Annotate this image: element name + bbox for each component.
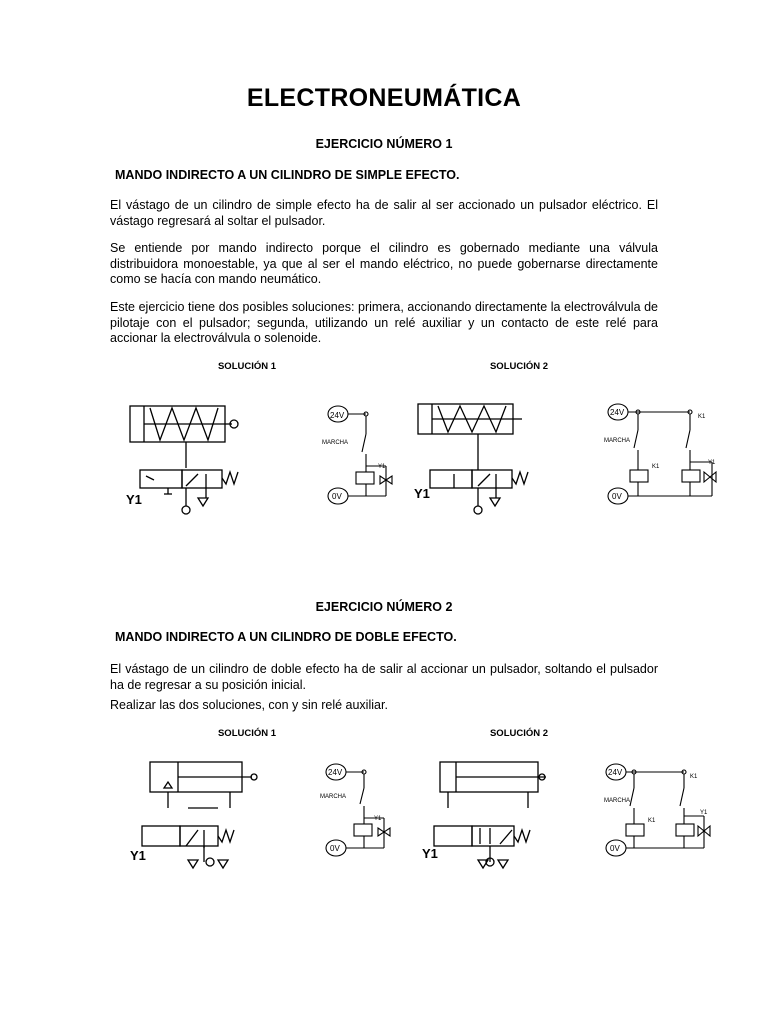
k1-coil-label: K1: [652, 464, 660, 470]
k1-contact-label: K1: [698, 414, 706, 420]
y1-label: Y1: [126, 492, 142, 507]
y1-coil-label-4: Y1: [700, 810, 708, 816]
exercise-2-solution-2-label: SOLUCIÓN 2: [489, 728, 549, 739]
ex2-sol1-pneumatic-diagram: [128, 758, 258, 883]
page-title: ELECTRONEUMÁTICA: [246, 84, 522, 112]
ex1-sol2-pneumatic-diagram: [410, 398, 535, 523]
k1-coil-label-2: K1: [648, 818, 656, 824]
0v-label-3: 0V: [330, 844, 340, 853]
y1-label-4: Y1: [422, 846, 438, 861]
y1-label-3: Y1: [130, 848, 146, 863]
y1-coil-label-2: Y1: [708, 460, 716, 466]
k1-contact-label-2: K1: [690, 774, 698, 780]
marcha-label: MARCHA: [322, 440, 349, 446]
exercise-1-solution-1-label: SOLUCIÓN 1: [217, 361, 277, 372]
y1-label-2: Y1: [414, 486, 430, 501]
ex2-sol2-electrical-diagram: [604, 762, 724, 862]
exercise-1-paragraph-2: Se entiende por mando indirecto porque el cilindro es gobernado mediante una válvula distribuidora monoestable, ya que al ser el mando eléctrico, no puede gobernarse directamente como se hacía con mando neumático.: [110, 241, 658, 286]
exercise-2-subtitle: MANDO INDIRECTO A UN CILINDRO DE DOBLE EFECTO.: [115, 630, 457, 644]
ex2-sol1-electrical-diagram: [318, 762, 398, 862]
marcha-label-2: MARCHA: [604, 438, 631, 444]
24v-label-2: 24V: [610, 408, 625, 417]
ex1-sol2-electrical-diagram: [604, 400, 734, 510]
ex1-sol1-pneumatic-diagram: [120, 398, 245, 523]
0v-label: 0V: [332, 492, 342, 501]
exercise-1-paragraph-3: Este ejercicio tiene dos posibles soluciones: primera, accionando directamente la electroválvula de pilotaje con el pulsador; segunda, utilizando un relé auxiliar y un contacto de este relé para accionar la electroválvula o solenoide.: [110, 300, 658, 345]
y1-coil-label-3: Y1: [374, 816, 382, 822]
exercise-2-paragraph-2: Realizar las dos soluciones, con y sin relé auxiliar.: [110, 698, 388, 712]
exercise-2-solution-1-label: SOLUCIÓN 1: [217, 728, 277, 739]
24v-label-3: 24V: [328, 768, 343, 777]
exercise-1-heading: EJERCICIO NÚMERO 1: [315, 137, 453, 151]
marcha-label-4: MARCHA: [604, 798, 631, 804]
marcha-label-3: MARCHA: [320, 794, 347, 800]
24v-label: 24V: [330, 411, 345, 420]
0v-label-2: 0V: [612, 492, 622, 501]
0v-label-4: 0V: [610, 844, 620, 853]
exercise-2-heading: EJERCICIO NÚMERO 2: [315, 600, 453, 614]
exercise-1-subtitle: MANDO INDIRECTO A UN CILINDRO DE SIMPLE EFECTO.: [115, 168, 460, 182]
exercise-1-solution-2-label: SOLUCIÓN 2: [489, 361, 549, 372]
exercise-2-paragraph-1: El vástago de un cilindro de doble efecto ha de salir al accionar un pulsador, soltando el pulsador ha de regresar a su posición inicial.: [110, 662, 658, 692]
24v-label-4: 24V: [608, 768, 623, 777]
exercise-1-paragraph-1: El vástago de un cilindro de simple efecto ha de salir al ser accionado un pulsador eléctrico. El vástago regresará al soltar el pulsador.: [110, 198, 658, 228]
ex2-sol2-pneumatic-diagram: [422, 758, 552, 883]
ex1-sol1-electrical-diagram: [320, 400, 400, 510]
y1-coil-label: Y1: [378, 464, 386, 470]
